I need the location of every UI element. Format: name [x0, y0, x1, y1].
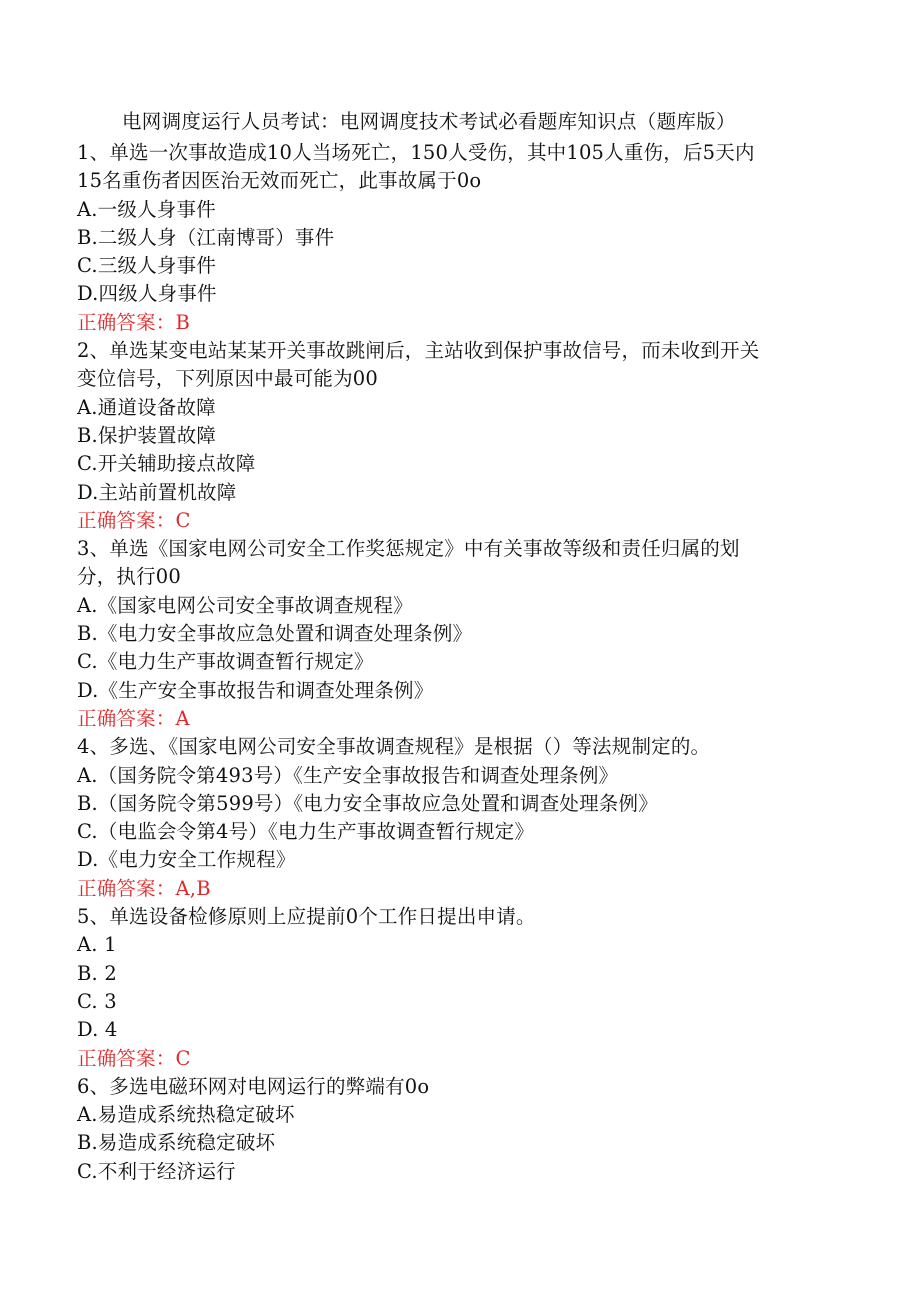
answer-option: D.主站前置机故障	[77, 480, 237, 504]
correct-answer-prefix: 正确答案：	[77, 508, 176, 532]
answer-option: B.二级人身（江南博哥）事件	[77, 225, 335, 249]
answer-option: C. 3	[77, 989, 117, 1013]
correct-answer-value: C	[175, 508, 191, 532]
question-stem-line: 15名重伤者因医治无效而死亡，此事故属于0o	[77, 169, 482, 193]
answer-option: C.《电力生产事故调查暂行规定》	[77, 650, 374, 674]
answer-option: D.《电力安全工作规程》	[77, 848, 296, 872]
answer-option: A.通道设备故障	[77, 395, 216, 419]
question-block	[77, 733, 847, 903]
answer-option: B.《电力安全事故应急处置和调查处理条例》	[77, 622, 473, 646]
correct-answer-value: C	[175, 1046, 191, 1070]
question-stem-line: 6、多选电磁环网对电网运行的弊端有0o	[77, 1074, 430, 1098]
question-block	[77, 1073, 847, 1186]
correct-answer	[77, 309, 847, 337]
question-stem-line: 1、单选一次事故造成10人当场死亡，150人受伤，其中105人重伤，后5天内	[77, 141, 755, 164]
question-list	[77, 139, 847, 1186]
correct-answer-value: B	[175, 310, 191, 334]
question-block	[77, 337, 847, 535]
answer-option: A.易造成系统热稳定破坏	[77, 1103, 295, 1127]
question-stem-line: 3、单选《国家电网公司安全工作奖惩规定》中有关事故等级和责任归属的划	[77, 537, 740, 561]
question-stem-line: 变位信号，下列原因中最可能为00	[77, 367, 379, 391]
answer-option: C.开关辅助接点故障	[77, 452, 256, 476]
question-block	[77, 535, 847, 733]
answer-option: D. 4	[77, 1018, 118, 1042]
correct-answer-value: A	[175, 706, 190, 730]
correct-answer	[77, 875, 847, 903]
answer-option: D.《生产安全事故报告和调查处理条例》	[77, 678, 434, 702]
answer-option: A.（国务院令第493号）《生产安全事故报告和调查处理条例》	[77, 763, 619, 787]
answer-option: A. 1	[77, 933, 117, 957]
correct-answer-prefix: 正确答案：	[77, 876, 176, 900]
answer-option: C.三级人身事件	[77, 254, 217, 278]
question-stem-line: 分，执行00	[77, 565, 182, 589]
correct-answer	[77, 1045, 847, 1073]
question-block	[77, 139, 847, 337]
question-block	[77, 903, 847, 1073]
correct-answer	[77, 507, 847, 535]
answer-option: D.四级人身事件	[77, 282, 217, 306]
correct-answer-prefix: 正确答案：	[77, 1046, 176, 1070]
correct-answer-prefix: 正确答案：	[77, 706, 176, 730]
answer-option: A.《国家电网公司安全事故调查规程》	[77, 593, 413, 617]
answer-option: C.（电监会令第4号）《电力生产事故调查暂行规定》	[77, 820, 535, 844]
answer-option: A.一级人身事件	[77, 197, 216, 221]
correct-answer	[77, 705, 847, 733]
answer-option: C.不利于经济运行	[77, 1159, 236, 1183]
question-stem-line: 4、多选、《国家电网公司安全事故调查规程》是根据（）等法规制定的。	[77, 735, 711, 759]
question-stem-line: 2、单选某变电站某某开关事故跳闸后，主站收到保护事故信号，而未收到开关	[77, 339, 760, 363]
answer-option: B.保护装置故障	[77, 423, 217, 447]
correct-answer-value: A,B	[175, 876, 211, 900]
correct-answer-prefix: 正确答案：	[77, 310, 176, 334]
answer-option: B.（国务院令第599号）《电力安全事故应急处置和调查处理条例》	[77, 791, 658, 815]
answer-option: B.易造成系统稳定破坏	[77, 1131, 276, 1155]
document-title: 电网调度运行人员考试：电网调度技术考试必看题库知识点（题库版）	[122, 110, 736, 133]
question-stem-line: 5、单选设备检修原则上应提前0个工作日提出申请。	[77, 905, 536, 929]
answer-option: B. 2	[77, 961, 117, 985]
